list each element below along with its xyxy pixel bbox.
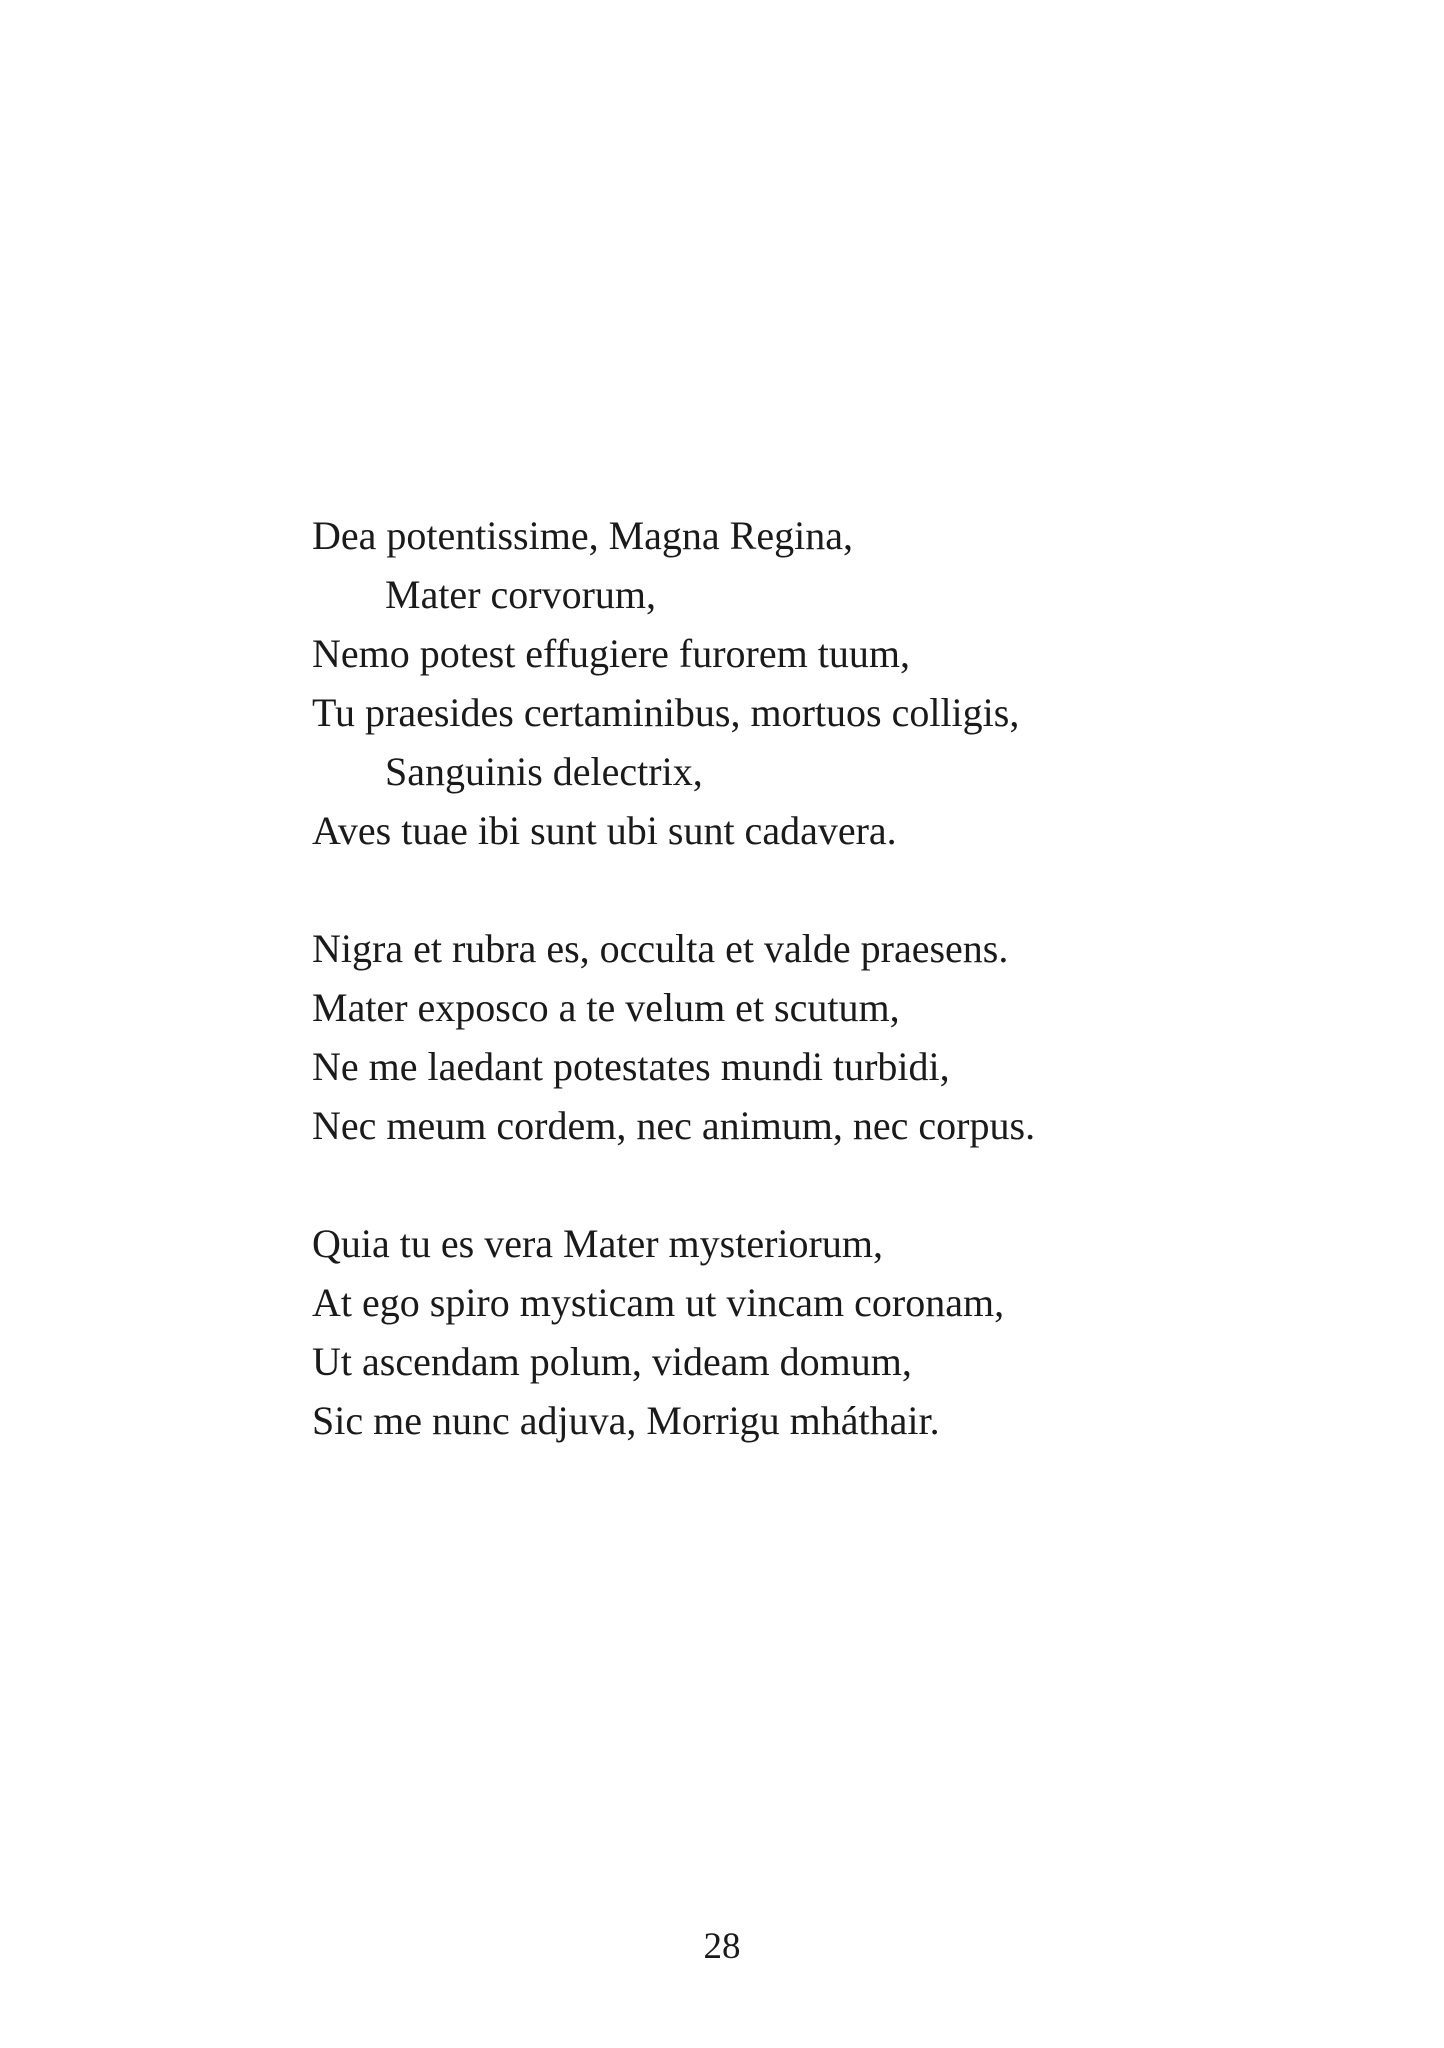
poem-line: Nemo potest effugiere furorem tuum, [312, 631, 910, 676]
poem-line: Tu praesides certaminibus, mortuos colligis, [312, 690, 1020, 735]
stanza-3 [312, 1214, 1312, 1450]
poem-line: Nigra et rubra es, occulta et valde praesens. [312, 926, 1009, 971]
poem-line: At ego spiro mysticam ut vincam coronam, [312, 1280, 1005, 1325]
poem-line: Dea potentissime, Magna Regina, [312, 513, 853, 558]
poem-line: Aves tuae ibi sunt ubi sunt cadavera. [312, 808, 897, 853]
page-number: 28 [703, 1926, 741, 1967]
poem-line: Quia tu es vera Mater mysteriorum, [312, 1221, 883, 1266]
poem-line-indented: Mater corvorum, [385, 572, 657, 617]
stanza-1 [312, 506, 1312, 860]
poem-line: Mater exposco a te velum et scutum, [312, 985, 900, 1030]
poem-line-indented: Sanguinis delectrix, [385, 749, 703, 794]
poem-line: Nec meum cordem, nec animum, nec corpus. [312, 1103, 1036, 1148]
poem-line: Ne me laedant potestates mundi turbidi, [312, 1044, 950, 1089]
poem-line: Sic me nunc adjuva, Morrigu mháthair. [312, 1398, 940, 1443]
poem-line: Ut ascendam polum, videam domum, [312, 1339, 912, 1384]
poem [312, 506, 1312, 1450]
stanza-2 [312, 919, 1312, 1155]
